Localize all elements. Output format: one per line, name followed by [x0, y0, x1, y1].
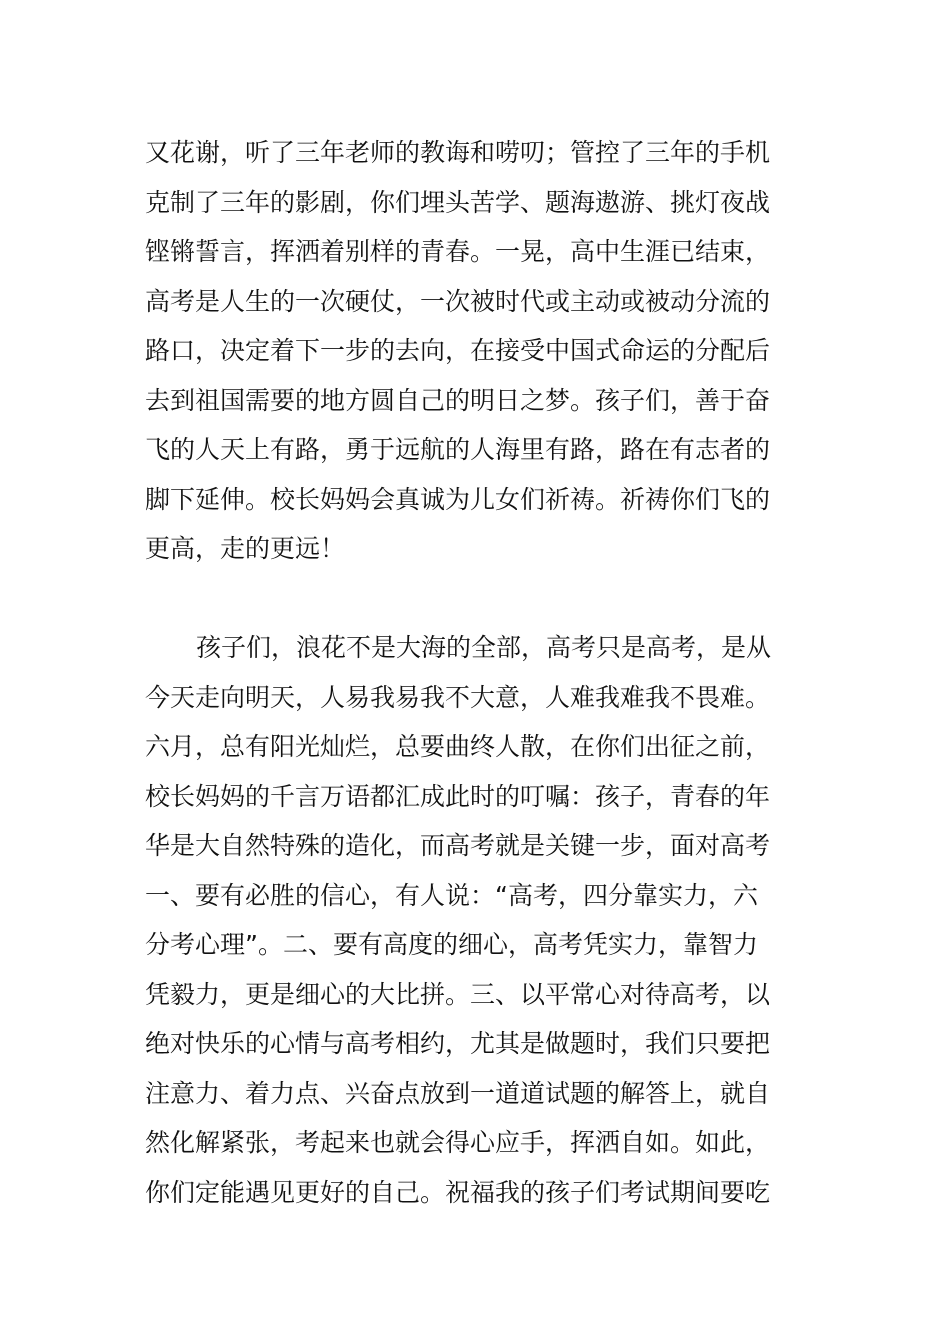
paragraph-2 — [145, 623, 815, 1217]
document-body — [145, 128, 815, 1217]
paragraph-line: 华是大自然特殊的造化，而高考就是关键一步，面对高考 — [145, 831, 771, 860]
paragraph-line: 注意力、着力点、兴奋点放到一道道试题的解答上，就自 — [145, 1078, 771, 1108]
paragraph-line: 又花谢，听了三年老师的教诲和唠叨；管控了三年的手机 — [145, 138, 771, 167]
paragraph-line: 一、要有必胜的信心，有人说：“高考，四分靠实力，六 — [145, 880, 758, 910]
paragraph-line: 校长妈妈的千言万语都汇成此时的叮嘱：孩子，青春的年 — [145, 781, 771, 811]
paragraph-spacer — [145, 574, 815, 624]
paragraph-line: 去到祖国需要的地方圆自己的明日之梦。孩子们，善于奋 — [145, 385, 771, 415]
paragraph-line: 你们定能遇见更好的自己。祝福我的孩子们考试期间要吃 — [145, 1177, 771, 1207]
paragraph-1 — [145, 128, 815, 574]
paragraph-line: 绝对快乐的心情与高考相约，尤其是做题时，我们只要把 — [145, 1029, 771, 1058]
paragraph-line: 凭毅力，更是细心的大比拼。三、以平常心对待高考，以 — [145, 979, 771, 1009]
paragraph-line: 六月，总有阳光灿烂，总要曲终人散，在你们出征之前， — [145, 732, 771, 761]
paragraph-line: 路口，决定着下一步的去向，在接受中国式命运的分配后 — [145, 336, 771, 365]
paragraph-line: 飞的人天上有路，勇于远航的人海里有路，路在有志者的 — [145, 435, 771, 464]
paragraph-line: 脚下延伸。校长妈妈会真诚为儿女们祈祷。祈祷你们飞的 — [145, 484, 771, 514]
paragraph-line: 铿锵誓言，挥洒着别样的青春。一晃，高中生涯已结束， — [145, 237, 771, 266]
paragraph-line: 更高，走的更远！ — [145, 534, 346, 563]
paragraph-line: 克制了三年的影剧，你们埋头苦学、题海遨游、挑灯夜战 — [145, 187, 771, 217]
paragraph-line: 孩子们，浪花不是大海的全部，高考只是高考，是从 — [196, 633, 772, 662]
paragraph-line: 今天走向明天，人易我易我不大意，人难我难我不畏难。 — [145, 682, 771, 712]
paragraph-line: 分考心理”。二、要有高度的细心，高考凭实力，靠智力 — [145, 930, 758, 959]
paragraph-line: 然化解紧张，考起来也就会得心应手，挥洒自如。如此， — [145, 1128, 771, 1157]
paragraph-line: 高考是人生的一次硬仗，一次被时代或主动或被动分流的 — [145, 286, 771, 316]
